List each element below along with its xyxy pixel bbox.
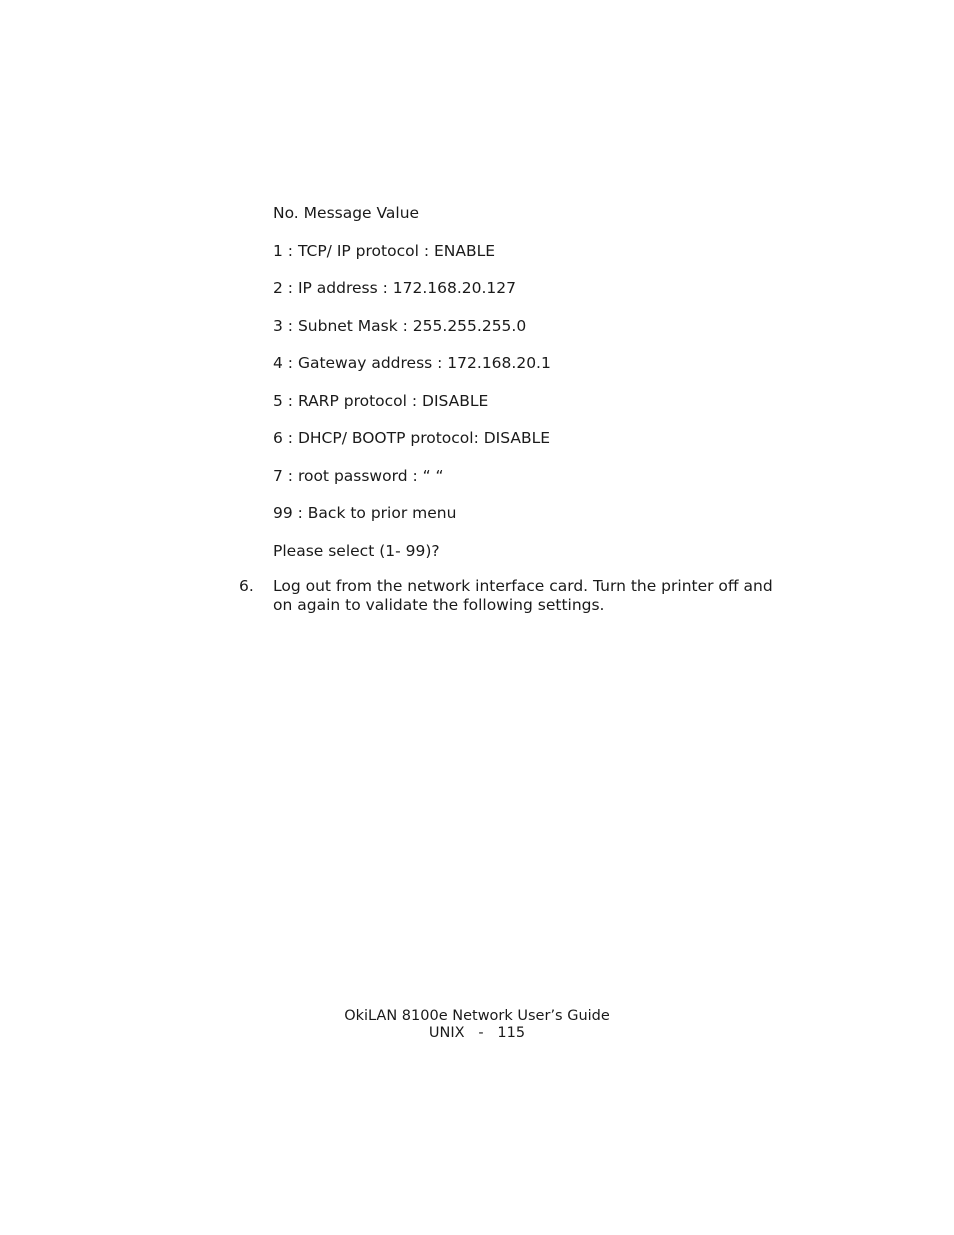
- menu-item-rarp-protocol: 5 : RARP protocol : DISABLE: [273, 391, 489, 410]
- menu-item-gateway-address: 4 : Gateway address : 172.168.20.1: [273, 354, 551, 372]
- footer-title: OkiLAN 8100e Network User’s Guide: [344, 1008, 610, 1024]
- menu-item-tcpip-protocol: 1 : TCP/ IP protocol : ENABLE: [273, 241, 496, 260]
- menu-item-subnet-mask: 3 : Subnet Mask : 255.255.255.0: [273, 316, 527, 335]
- step-text: Log out from the network interface card. Turn the printer off and on again to validate the following settings.: [273, 577, 773, 614]
- page-footer: [0, 1008, 954, 1042]
- menu-item-ip-address: 2 : IP address : 172.168.20.127: [273, 279, 517, 297]
- step-number: 6.: [239, 577, 254, 595]
- menu-header: No. Message Value: [273, 204, 420, 222]
- menu-item-back: 99 : Back to prior menu: [273, 504, 457, 522]
- menu-item-root-password: 7 : root password : “ “: [273, 466, 444, 485]
- menu-listing: [273, 203, 793, 578]
- menu-prompt: Please select (1- 99)?: [273, 541, 440, 560]
- footer-page-number: UNIX - 115: [428, 1025, 526, 1041]
- menu-item-dhcp-bootp-protocol: 6 : DHCP/ BOOTP protocol: DISABLE: [273, 429, 551, 447]
- step-6: [239, 577, 779, 615]
